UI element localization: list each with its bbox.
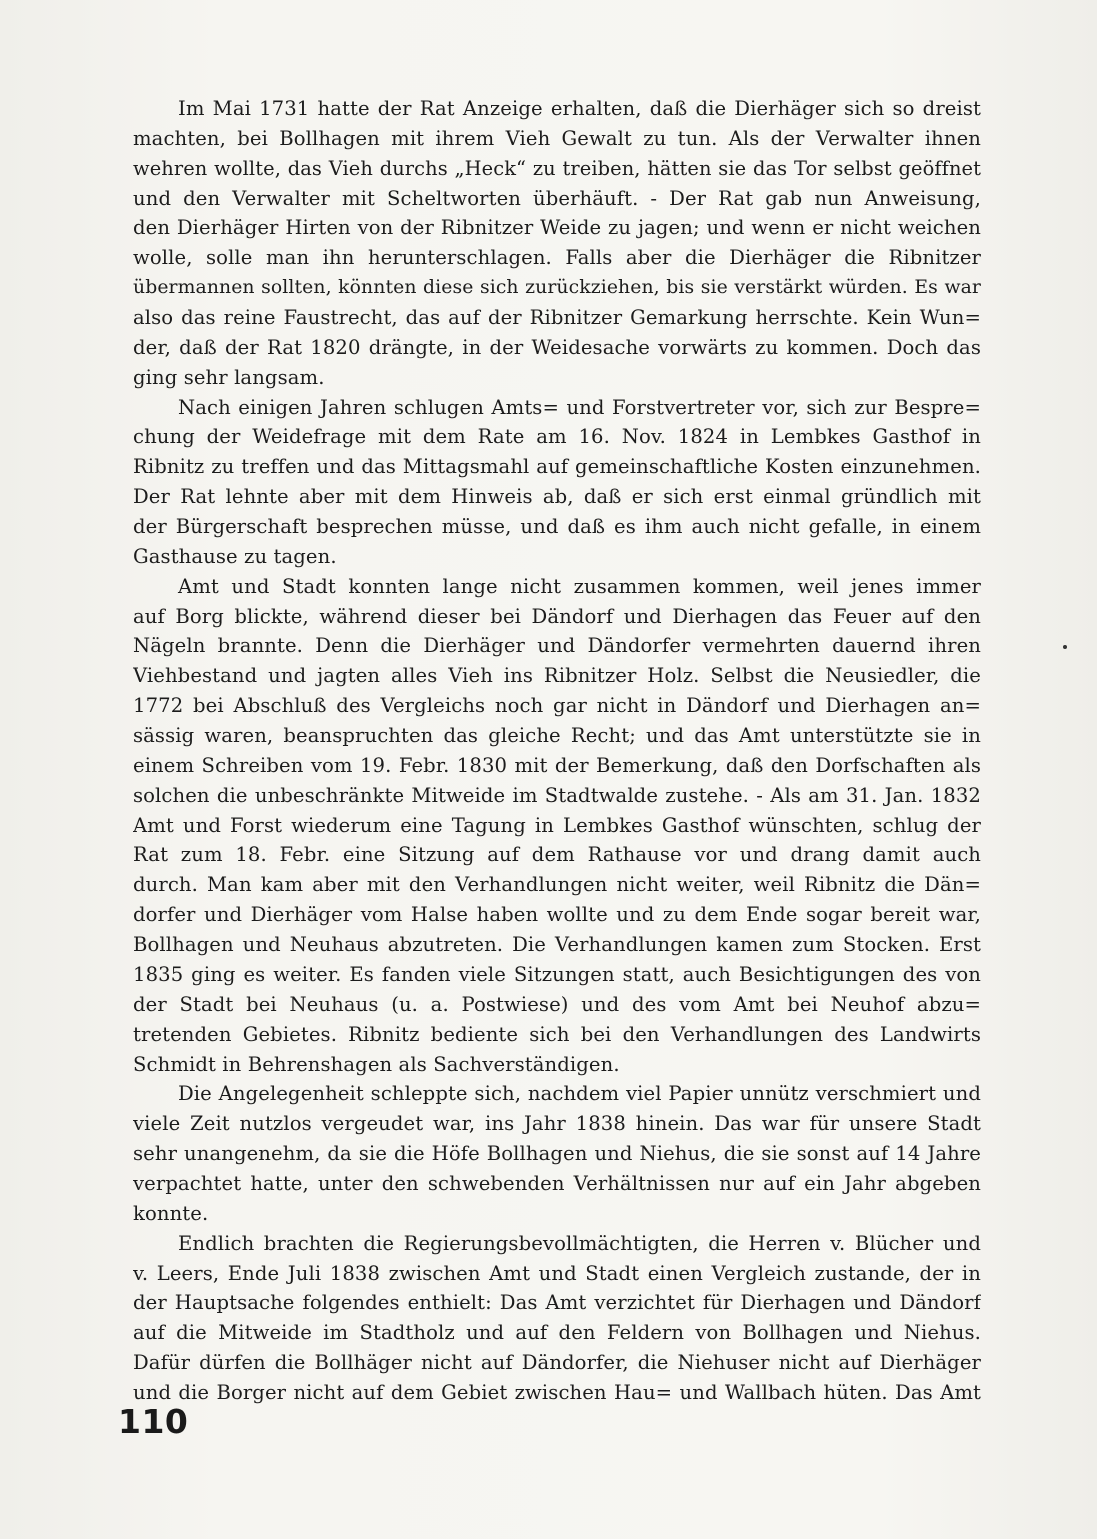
text-line: Bollhagen und Neuhaus abzutreten. Die Verhandlungen kamen zum Stocken. Erst [133,933,981,957]
text-line: Ribnitz zu treffen und das Mittagsmahl auf gemeinschaftliche Kosten einzunehmen. [133,455,981,479]
body-text [133,94,981,1408]
text-line: v. Leers, Ende Juli 1838 zwischen Amt und Stadt einen Vergleich zustande, der in [133,1261,981,1285]
text-line: und die Borger nicht auf dem Gebiet zwischen Hau= und Wallbach hüten. Das Amt [133,1380,981,1404]
paragraph [133,393,981,572]
paragraph [133,1229,981,1408]
text-line: und den Verwalter mit Scheltworten überhäuft. - Der Rat gab nun Anweisung, [133,186,981,210]
text-line: Gasthause zu tagen. [133,544,337,568]
text-line: der Stadt bei Neuhaus (u. a. Postwiese) und des vom Amt bei Neuhof abzu= [133,992,981,1016]
text-line: chung der Weidefrage mit dem Rate am 16. Nov. 1824 in Lembkes Gasthof in [133,425,981,449]
text-line: viele Zeit nutzlos vergeudet war, ins Jahr 1838 hinein. Das war für unsere Stadt [133,1112,981,1136]
text-line: Endlich brachten die Regierungsbevollmächtigten, die Herren v. Blücher und [178,1231,981,1255]
text-line: sehr unangenehm, da sie die Höfe Bollhagen und Niehus, die sie sonst auf 14 Jahre [133,1142,981,1166]
text-line: wolle, solle man ihn herunterschlagen. Falls aber die Dierhäger die Ribnitzer [133,246,981,270]
text-line: Dafür dürfen die Bollhäger nicht auf Dändorfer, die Niehuser nicht auf Dierhäger [133,1351,981,1375]
text-line: Die Angelegenheit schleppte sich, nachdem viel Papier unnütz verschmiert und [178,1082,981,1106]
text-line: auf Borg blickte, während dieser bei Dändorf und Dierhagen das Feuer auf den [133,604,981,628]
text-line: also das reine Faustrecht, das auf der Ribnitzer Gemarkung herrschte. Kein Wun= [133,306,981,330]
text-line: den Dierhäger Hirten von der Ribnitzer Weide zu jagen; und wenn er nicht weichen [133,216,981,240]
text-line: sässig waren, beanspruchten das gleiche Recht; und das Amt unterstützte sie in [133,724,981,748]
text-line: dorfer und Dierhäger vom Halse haben wollte und zu dem Ende sogar bereit war, [133,903,981,927]
text-line: Viehbestand und jagten alles Vieh ins Ribnitzer Holz. Selbst die Neusiedler, die [133,664,981,688]
text-line: auf die Mitweide im Stadtholz und auf den Feldern von Bollhagen und Niehus. [133,1321,981,1345]
paragraph [133,1079,981,1228]
text-line: solchen die unbeschränkte Mitweide im Stadtwalde zustehe. - Als am 31. Jan. 1832 [133,783,981,807]
text-line: übermannen sollten, könnten diese sich zurückziehen, bis sie verstärkt würden. Es war [133,277,981,299]
text-line: machten, bei Bollhagen mit ihrem Vieh Gewalt zu tun. Als der Verwalter ihnen [133,126,981,150]
text-line: tretenden Gebietes. Ribnitz bediente sich bei den Verhandlungen des Landwirts [133,1022,981,1046]
text-line: Nach einigen Jahren schlugen Amts= und Forstvertreter vor, sich zur Bespre= [178,395,981,419]
text-line: Rat zum 18. Febr. eine Sitzung auf dem Rathause vor und drang damit auch [133,843,981,867]
text-line: Schmidt in Behrenshagen als Sachverständigen. [133,1052,620,1076]
text-line: 1835 ging es weiter. Es fanden viele Sitzungen statt, auch Besichtigungen des von [133,962,981,986]
paragraph [133,94,981,393]
paragraph [133,572,981,1080]
text-line: Der Rat lehnte aber mit dem Hinweis ab, daß er sich erst einmal gründlich mit [133,485,981,509]
paper-speck [1063,645,1067,649]
text-line: verpachtet hatte, unter den schwebenden Verhältnissen nur auf ein Jahr abgeben [133,1171,981,1195]
text-line: der, daß der Rat 1820 drängte, in der Weidesache vorwärts zu kommen. Doch das [133,335,981,359]
text-line: einem Schreiben vom 19. Febr. 1830 mit der Bemerkung, daß den Dorfschaften als [133,753,981,777]
text-line: ging sehr langsam. [133,365,325,389]
text-line: konnte. [133,1201,209,1225]
text-line: Amt und Forst wiederum eine Tagung in Lembkes Gasthof wünschten, schlug der [133,813,981,837]
text-line: der Hauptsache folgendes enthielt: Das Amt verzichtet für Dierhagen und Dändorf [133,1291,981,1315]
text-line: Amt und Stadt konnten lange nicht zusammen kommen, weil jenes immer [178,574,981,598]
text-line: 1772 bei Abschluß des Vergleichs noch gar nicht in Dändorf und Dierhagen an= [133,694,981,718]
text-line: der Bürgerschaft besprechen müsse, und daß es ihm auch nicht gefalle, in einem [133,515,981,539]
text-line: Im Mai 1731 hatte der Rat Anzeige erhalten, daß die Dierhäger sich so dreist [178,97,981,120]
page-number: 110 [118,1402,189,1441]
text-line: Nägeln brannte. Denn die Dierhäger und Dändorfer vermehrten dauernd ihren [133,634,981,658]
text-line: durch. Man kam aber mit den Verhandlungen nicht weiter, weil Ribnitz die Dän= [133,873,981,897]
text-line: wehren wollte, das Vieh durchs „Heck“ zu treiben, hätten sie das Tor selbst geöffnet [133,156,981,180]
